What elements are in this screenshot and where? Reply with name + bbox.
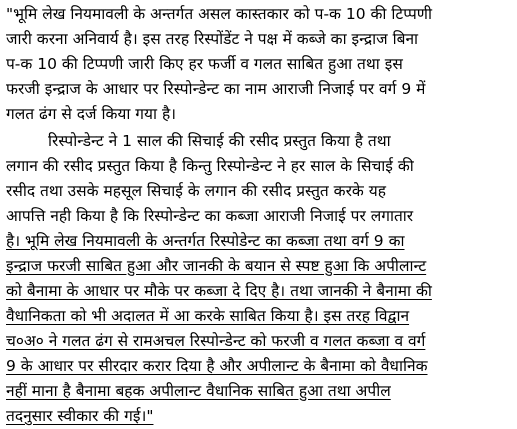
paragraph-1 — [6, 2, 511, 127]
underlined-text-line: नहीं माना है बैनामा बहक अपीलान्ट वैधानिक साबित हुआ तथा अपील — [6, 382, 391, 400]
text-line: गलत ढंग से दर्ज किया गया है। — [6, 105, 177, 123]
underlined-text-line: तदनुसार स्वीकार की गई।" — [6, 407, 154, 425]
text-line: प-क 10 की टिप्पणी जारी किए हर फर्जी व गलत साबित हुआ तथा इस — [6, 55, 403, 73]
paragraph-3-underlined — [6, 254, 511, 429]
underlined-text-line: वैधानिकता को भी अदालत में आ करके साबित किया है। इस तरह विद्वान — [6, 307, 410, 325]
text-line: "भूमि लेख नियमावली के अन्तर्गत असल कास्तकार को प-क 10 की टिप्पणी — [6, 5, 433, 23]
text-line: फरजी इन्द्राज के आधार पर रिस्पोन्डेन्ट का नाम आराजी निजाई पर वर्ग 9 में — [6, 80, 426, 98]
text-line: जारी करना अनिवार्य है। इस तरह रिस्पोंडेंट ने पक्ष में कब्जे का इन्द्राज बिना — [6, 30, 419, 48]
underlined-text-line: को बैनामा के आधार पर मौके पर कब्जा दे दिए है। तथा जानकी ने बैनामा की — [6, 282, 432, 300]
underlined-text-line: इन्द्राज फरजी साबित हुआ और जानकी के बयान से स्पष्ट हुआ कि अपीलान्ट — [6, 257, 427, 275]
text-line: लगान की रसीद प्रस्तुत किया है किन्तु रिस्पोन्डेन्ट ने हर साल के सिचाई की — [6, 157, 414, 175]
text-line: है। भूमि लेख नियमावली के अन्तर्गत रिस्पोडेन्ट का कब्जा तथा वर्ग 9 का — [6, 232, 405, 250]
paragraph-2 — [6, 129, 511, 254]
text-line: रिस्पोन्डेन्ट ने 1 साल की सिचाई की रसीद प्रस्तुत किया है तथा — [48, 132, 391, 150]
text-line: रसीद तथा उसके महसूल सिचाई के लगान की रसीद प्रस्तुत करके यह — [6, 182, 386, 200]
text-line: आपत्ति नही किया है कि रिस्पोन्डेन्ट का कब्जा आराजी निजाई पर लगातार — [6, 207, 414, 225]
underlined-text-line: 9 के आधार पर सीरदार करार दिया है और अपीलान्ट के बैनामा को वैधानिक — [6, 357, 428, 375]
underlined-text-line: च०अ० ने गलत ढंग से रामअचल रिस्पोन्डेन्ट को फरजी व गलत कब्जा व वर्ग — [6, 332, 426, 350]
